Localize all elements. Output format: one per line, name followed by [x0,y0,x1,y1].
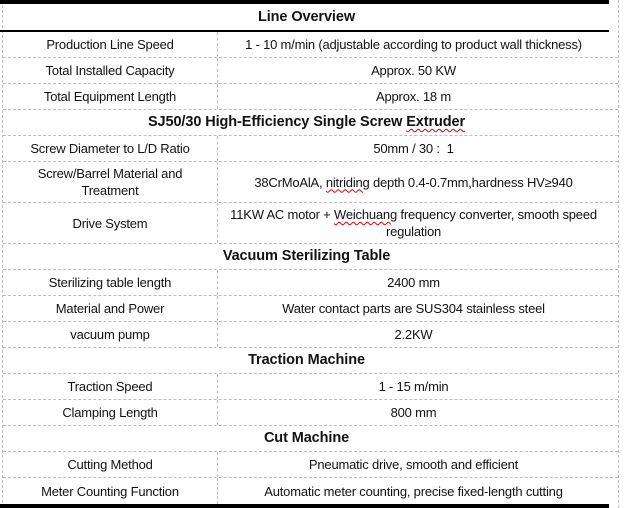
gridline-gutter [609,58,618,83]
spec-value [218,162,609,202]
spec-label [3,296,218,321]
spec-value-text: 50mm / 30 : 1 [373,141,454,156]
spec-value [218,203,609,243]
gridline-gutter [610,426,618,451]
table-row [3,203,618,244]
value-text: frequency converter, smooth speed regulation [385,207,597,239]
gridline-gutter [609,296,618,321]
section-title [3,348,610,373]
value-text: 11KW AC motor + [230,207,334,222]
section-header-row [3,110,618,136]
spec-value-text: 1 - 10 m/min (adjustable according to product wall thickness) [245,37,582,52]
spec-label [3,400,218,425]
section-header-row [3,426,618,452]
spec-value-text: Water contact parts are SUS304 stainless steel [282,301,545,316]
spec-value [218,32,609,57]
gridline-gutter [609,203,618,243]
gridline-gutter [609,32,618,57]
spec-label-text: Drive System [72,215,148,231]
table-row [3,322,618,348]
gridline-gutter [609,136,618,161]
spec-value-text: 2400 mm [387,275,440,290]
spec-value [218,400,609,425]
spec-value-text [226,206,601,240]
spec-label [3,203,218,243]
gridline-gutter [609,270,618,295]
section-title-text [148,114,465,131]
section-title-text: Vacuum Sterilizing Table [222,248,391,264]
spec-label [3,374,218,399]
spec-label-text: Meter Counting Function [41,483,179,499]
table-row [3,478,618,504]
spec-label [3,84,218,109]
spec-value [218,296,609,321]
section-title [3,110,610,135]
table-row [3,452,618,478]
spec-label-text: Clamping Length [62,405,158,420]
spec-label [3,322,218,347]
section-title-text: Cut Machine [263,430,350,446]
gridline-gutter [610,110,618,135]
table-row [3,84,618,110]
spec-label-text: Cutting Method [67,457,153,472]
spec-value-text: 800 mm [390,405,437,420]
section-title [3,4,610,30]
spec-value [218,322,609,347]
misspelled-word: Extruder [406,114,466,130]
section-title [3,426,610,451]
spec-label-text: Traction Speed [67,379,153,394]
table-row [3,296,618,322]
gridline-gutter [609,400,618,425]
gridline-gutter [609,322,618,347]
gridline-gutter [609,478,618,504]
spec-value-text: 2.2KW [394,327,433,342]
table-row [3,58,618,84]
spec-value [218,452,609,477]
section-title-text: Traction Machine [248,352,365,368]
spec-value-text: 1 - 15 m/min [378,379,449,394]
title-text: SJ50/30 High-Efficiency Single Screw [147,114,407,130]
table-row [3,374,618,400]
spec-label [3,452,218,477]
gridline-gutter [609,162,618,202]
spec-value-text: Automatic meter counting, precise fixed-length cutting [264,483,563,499]
spec-label-text: vacuum pump [70,327,150,342]
spec-label [3,136,218,161]
spec-value-text [254,174,572,191]
table-row [3,32,618,58]
misspelled-word: nitriding [325,174,370,190]
spec-value-text: Approx. 50 KW [371,63,456,78]
spec-value [218,478,609,504]
spec-label [3,58,218,83]
gridline-gutter [610,244,618,269]
spec-label [3,32,218,57]
table-row [3,136,618,162]
spec-label-text: Production Line Speed [46,37,174,52]
section-title [3,244,610,269]
gridline-gutter [609,452,618,477]
spec-value [218,84,609,109]
gridline-gutter [609,374,618,399]
spec-value [218,136,609,161]
section-header-row [3,244,618,270]
section-header-row [3,348,618,374]
spec-label [3,478,218,504]
spec-label-text: Sterilizing table length [48,275,172,290]
table-row [3,270,618,296]
spec-value-text: Pneumatic drive, smooth and efficient [308,457,519,472]
spec-value-text: Approx. 18 m [376,89,451,104]
spec-label-text: Screw/Barrel Material and Treatment [37,166,183,198]
gridline-gutter [610,4,618,30]
spec-value [218,374,609,399]
spec-value [218,58,609,83]
spec-label [3,162,218,202]
gridline-gutter [610,348,618,373]
table-row [3,400,618,426]
spec-label-text: Material and Power [55,301,165,316]
table-row [3,162,618,203]
spec-label-text: Screw Diameter to L/D Ratio [30,141,190,156]
value-text: 38CrMoAlA, [254,174,326,190]
section-header-row [3,4,618,30]
spec-label-text: Total Equipment Length [43,89,177,104]
gridline-gutter [609,84,618,109]
table-bottom-border [0,504,609,508]
specification-table [3,4,618,504]
value-text: depth 0.4-0.7mm,hardness HV≥940 [369,174,573,190]
spec-label [3,270,218,295]
misspelled-word: Weichuang [333,207,397,222]
right-gridline [618,0,619,508]
spec-label-text: Total Installed Capacity [45,63,175,78]
section-title-text: Line Overview [257,8,356,25]
spec-value [218,270,609,295]
